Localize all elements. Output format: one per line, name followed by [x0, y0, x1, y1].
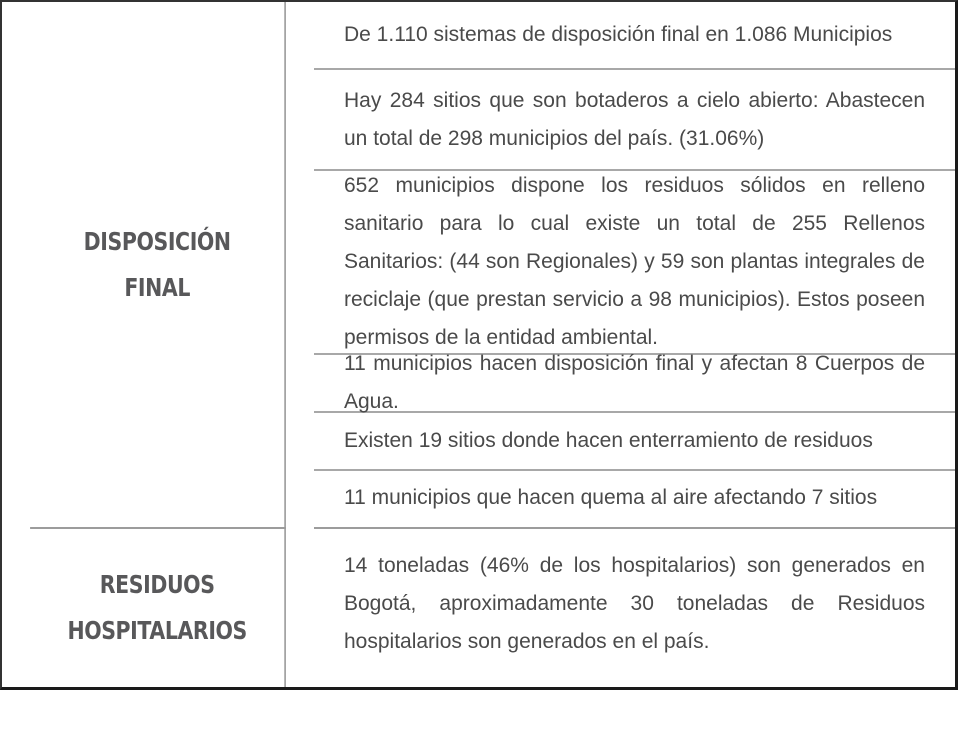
section-label-line: RESIDUOS	[99, 570, 215, 599]
row-text: Hay 284 sitios que son botaderos a cielo abierto: Abastecen un total de 298 municipios del país. (31.06%)	[344, 88, 925, 150]
table-row	[314, 352, 955, 413]
section-rows-residuos-hospitalarios	[314, 529, 955, 687]
row-text: De 1.110 sistemas de disposición final en 1.086 Municipios	[344, 23, 893, 46]
row-text: 14 toneladas (46% de los hospitalarios) son generados en Bogotá, aproximadamente 30 toneladas de Residuos hospitalarios son generados en el país.	[344, 554, 925, 653]
section-label-disposicion-final	[30, 2, 286, 529]
section-label-residuos-hospitalarios	[30, 529, 286, 687]
section-label-line: DISPOSICIÓN	[83, 226, 231, 256]
section-label-line: FINAL	[124, 272, 191, 302]
row-text: 652 municipios dispone los residuos sólidos en relleno sanitario para lo cual existe un total de 255 Rellenos Sanitarios: (44 son Regionales) y 59 son plantas integrales de reciclaje (que prestan servicio a 98 municipios). Estos poseen permisos de la entidad ambiental.	[344, 174, 925, 349]
table-row	[314, 70, 955, 171]
section-label-line: HOSPITALARIOS	[67, 616, 247, 645]
table-row	[314, 529, 955, 687]
row-text: Existen 19 sitios donde hacen enterramiento de residuos	[344, 429, 873, 452]
row-text: 11 municipios que hacen quema al aire afectando 7 sitios	[344, 486, 878, 509]
table-row	[314, 471, 955, 525]
table-row	[314, 2, 955, 70]
table-row	[314, 171, 955, 355]
table-row	[314, 413, 955, 471]
row-text: 11 municipios hacen disposición final y afectan 8 Cuerpos de Agua.	[344, 352, 925, 413]
section-rows-disposicion-final	[314, 2, 955, 529]
